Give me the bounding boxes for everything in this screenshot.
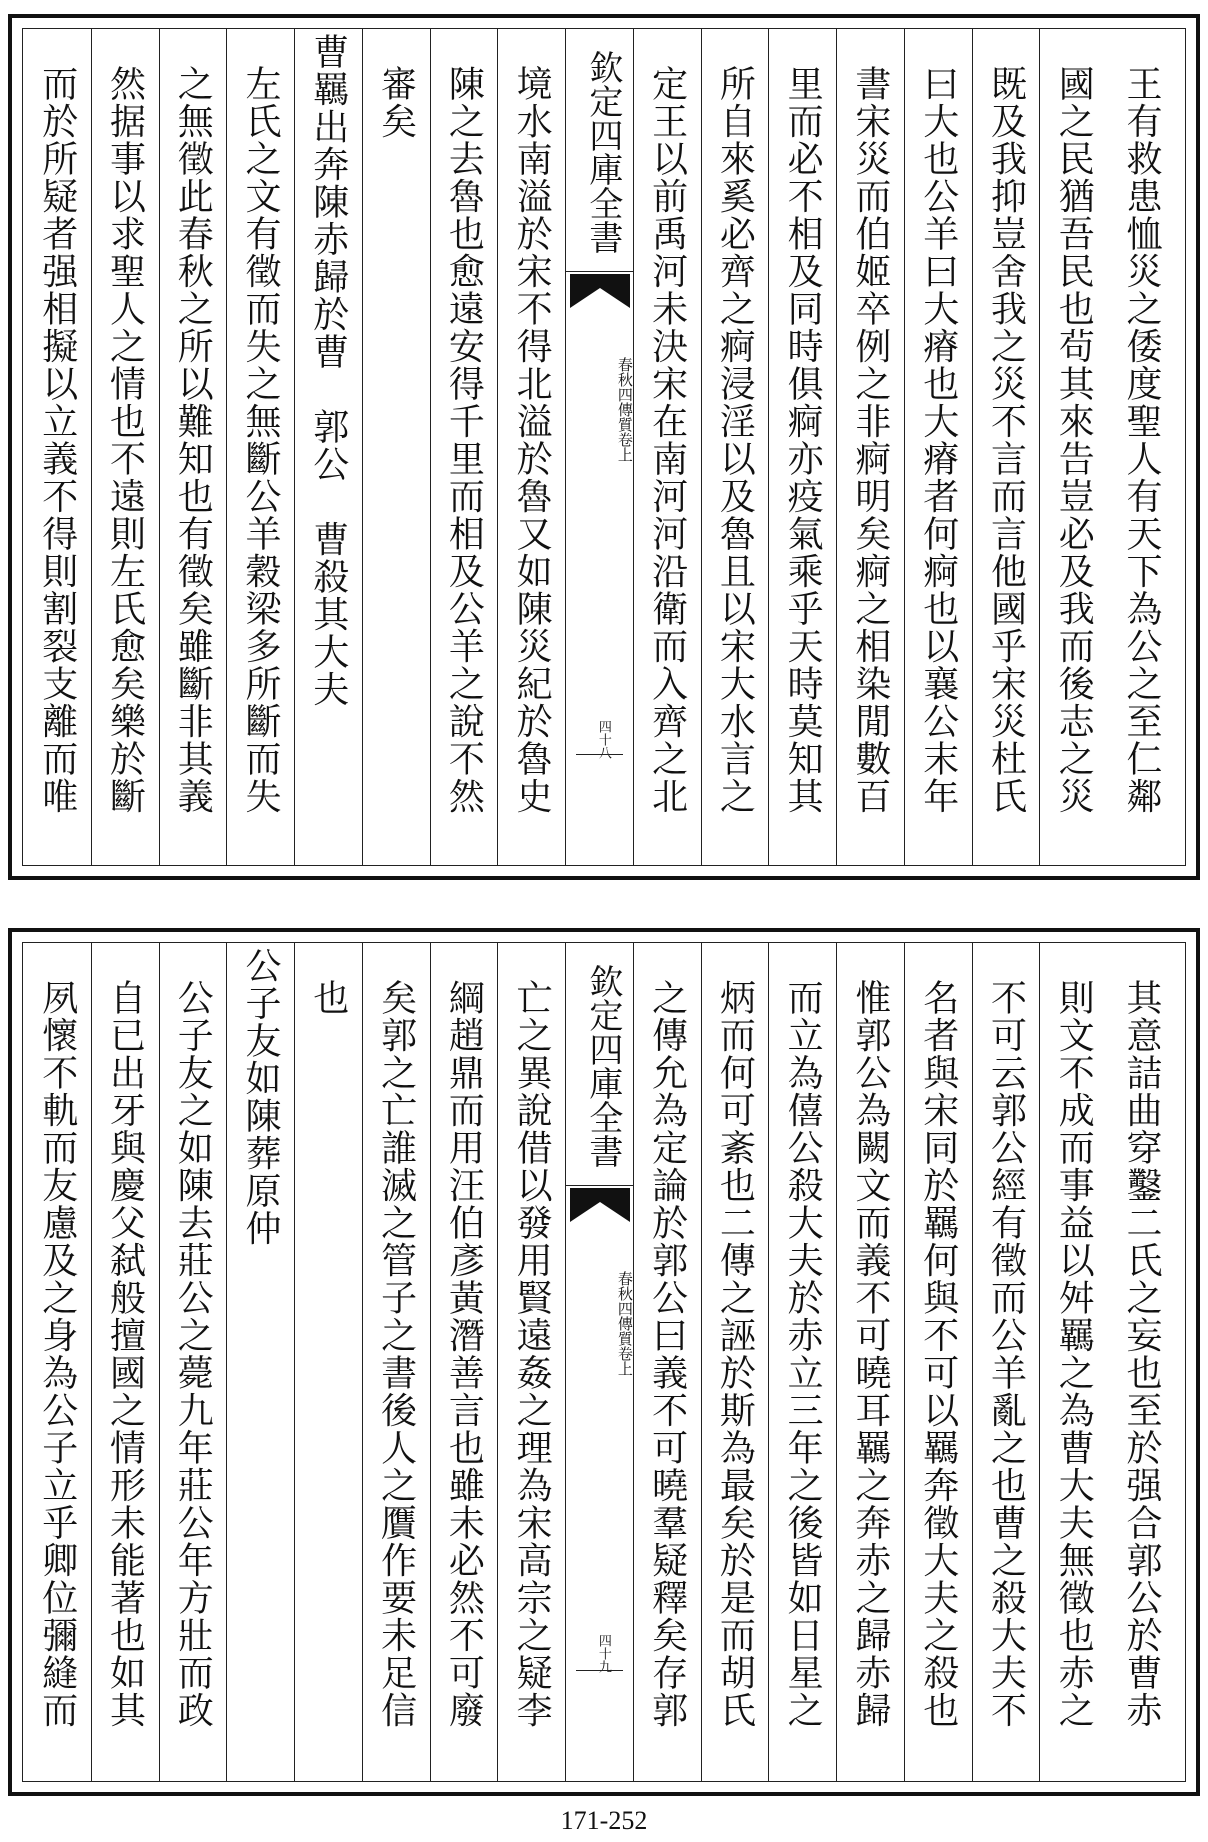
book-title-part: 卷上 [615, 1345, 634, 1376]
column-text: 而於所疑者强相擬以立義不得則割裂支離而唯 [36, 65, 78, 815]
column-text: 審矣 [375, 65, 417, 140]
column-text: 亡之異說借以發用賢遠姦之理為宋高宗之疑李 [511, 979, 553, 1729]
top-text-column [430, 29, 498, 865]
top-text-column [701, 29, 769, 865]
top-text-column [226, 29, 294, 865]
bottom-text-column [294, 943, 362, 1781]
column-text: 則文不成而事益以舛羈之為曹大夫無徵也赤之 [1053, 979, 1095, 1729]
column-text: 惟郭公為闕文而義不可曉耳羈之奔赤之歸赤歸 [849, 979, 891, 1729]
bottom-text-column [430, 943, 498, 1781]
collection-title: 欽定四庫全書 [566, 947, 633, 1186]
column-text: 公子友之如陳去莊公之薨九年莊公年方壯而政 [172, 979, 214, 1729]
column-text: 炳而何可紊也二傳之誣於斯為最矣於是而胡氏 [714, 979, 756, 1729]
fishtail-mark-icon [570, 274, 630, 308]
column-text: 夙懷不軌而友慮及之身為公子立乎卿位彌縫而 [36, 979, 78, 1729]
top-text-column [362, 29, 430, 865]
entry-heading: 公子友如陳葬原仲 [240, 947, 282, 1247]
column-text: 之無徵此春秋之所以難知也有徵矣雖斷非其義 [172, 65, 214, 815]
book-title [566, 1243, 633, 1403]
top-text-column [23, 29, 91, 865]
top-page [8, 14, 1200, 880]
folio-number: 四十九 [595, 1633, 611, 1673]
column-text: 而立為僖公殺大夫於赤立三年之後皆如日星之 [782, 979, 824, 1729]
top-text-column [904, 29, 972, 865]
bottom-text-column [768, 943, 836, 1781]
top-text-column [159, 29, 227, 865]
column-text: 王有救患恤災之倭度聖人有天下為公之至仁鄰 [1120, 65, 1162, 815]
column-text: 曰大也公羊曰大瘠也大瘠者何痾也以襄公末年 [917, 65, 959, 815]
bottom-text-frame [22, 942, 1186, 1782]
top-text-column [497, 29, 565, 865]
book-title-part: 卷上 [615, 431, 634, 462]
top-text-column [1107, 29, 1175, 865]
column-text: 陳之去魯也愈遠安得千里而相及公羊之說不然 [443, 65, 485, 815]
top-text-column [91, 29, 159, 865]
center-rule [576, 1670, 623, 1671]
bottom-text-column [1039, 943, 1107, 1781]
center-rule [576, 754, 623, 755]
top-text-column [1039, 29, 1107, 865]
top-text-column [633, 29, 701, 865]
collection-title: 欽定四庫全書 [566, 33, 633, 272]
book-title-part: 春秋四傳質 [615, 356, 634, 432]
column-text: 國之民猶吾民也茍其來告豈必及我而後志之災 [1053, 65, 1095, 815]
column-text: 里而必不相及同時俱痾亦疫氣乘乎天時莫知其 [782, 65, 824, 815]
top-text-frame [22, 28, 1186, 866]
bottom-text-column [633, 943, 701, 1781]
bottom-page [8, 928, 1200, 1796]
bottom-text-column [226, 943, 294, 1781]
bottom-text-column [972, 943, 1040, 1781]
column-text: 名者與宋同於羈何與不可以羈奔徵大夫之殺也 [917, 979, 959, 1729]
top-text-column [972, 29, 1040, 865]
bottom-text-column [159, 943, 227, 1781]
fishtail-mark-icon [570, 1188, 630, 1222]
column-text: 所自來奚必齊之痾浸淫以及魯且以宋大水言之 [714, 65, 756, 815]
top-text-column [836, 29, 904, 865]
column-text: 左氏之文有徵而失之無斷公羊穀梁多所斷而失 [240, 65, 282, 815]
column-text: 其意詰曲穿鑿二氏之妄也至於强合郭公於曹赤 [1120, 979, 1162, 1729]
bottom-text-column [362, 943, 430, 1781]
top-center-heading [565, 29, 633, 865]
top-text-column [768, 29, 836, 865]
book-title [566, 329, 633, 489]
top-text-column [294, 29, 362, 865]
bottom-text-column [497, 943, 565, 1781]
column-text: 之傳允為定論於郭公曰義不可曉羣疑釋矣存郭 [646, 979, 688, 1729]
column-text: 既及我抑豈舍我之災不言而言他國乎宋災杜氏 [985, 65, 1027, 815]
folio-number: 四十八 [595, 719, 611, 759]
column-text: 自已出牙與慶父弑般擅國之情形未能著也如其 [104, 979, 146, 1729]
bottom-text-column [1107, 943, 1175, 1781]
column-text: 境水南溢於宋不得北溢於魯又如陳災紀於魯史 [511, 65, 553, 815]
entry-heading: 曹羈出奔陳赤歸於曹 郭公 曹殺其大夫 [307, 33, 349, 708]
bottom-text-column [91, 943, 159, 1781]
column-text: 綱趙鼎而用汪伯彥黃潛善言也雖未必然不可廢 [443, 979, 485, 1729]
column-text: 然据事以求聖人之情也不遠則左氏愈矣樂於斷 [104, 65, 146, 815]
bottom-text-column [836, 943, 904, 1781]
column-text: 定王以前禹河未決宋在南河河沿衛而入齊之北 [646, 65, 688, 815]
bottom-center-heading [565, 943, 633, 1781]
bottom-text-column [904, 943, 972, 1781]
column-text: 也 [307, 979, 349, 1017]
page-code: 171-252 [560, 1806, 648, 1835]
bottom-text-column [23, 943, 91, 1781]
column-text: 不可云郭公經有徵而公羊亂之也曹之殺大夫不 [985, 979, 1027, 1729]
column-text: 書宋災而伯姬卒例之非痾明矣痾之相染閒數百 [849, 65, 891, 815]
book-title-part: 春秋四傳質 [615, 1270, 634, 1346]
bottom-text-column [701, 943, 769, 1781]
column-text: 矣郭之亡誰滅之管子之書後人之贋作要未足信 [375, 979, 417, 1729]
